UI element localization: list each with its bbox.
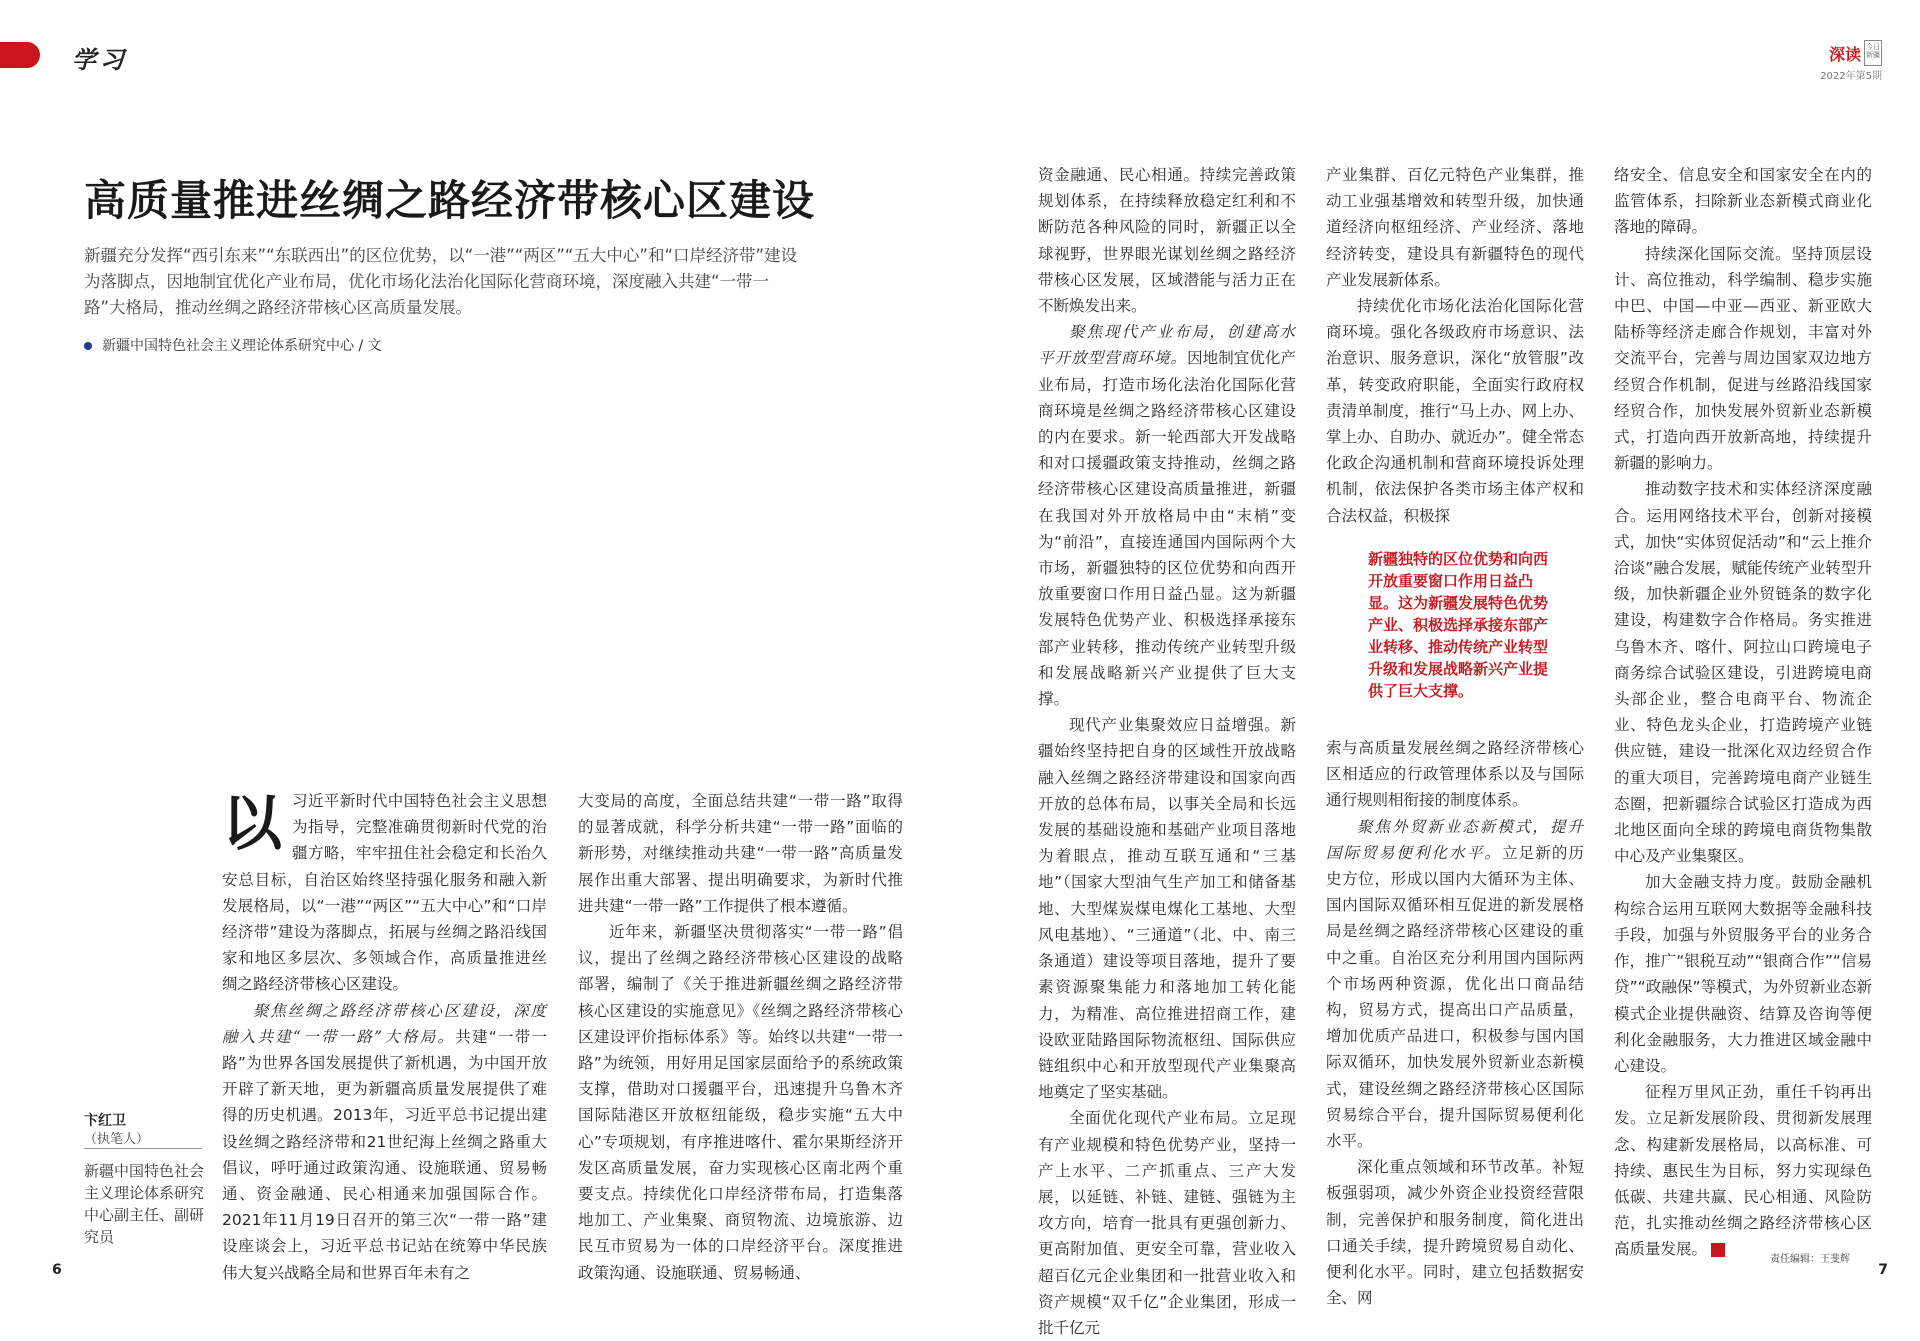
byline-text: 新疆中国特色社会主义理论体系研究中心 / 文 <box>102 338 382 354</box>
byline-bullet-icon <box>84 342 92 350</box>
paragraph: 深化重点领域和环节改革。补短板强弱项，减少外资企业投资经营限制，完善保护和服务制度，简化进出口通关手续，提升跨境贸易自动化、便利化水平。同时，建立包括数据安全、网 <box>1326 1158 1584 1308</box>
author-description: 新疆中国特色社会主义理论体系研究中心副主任、副研究员 <box>84 1162 205 1246</box>
paragraph: 产业集群、百亿元特色产业集群，推动工业强基增效和转型升级，加快通道经济向枢纽经济、产业经济、落地经济转变，建设具有新疆特色的现代产业发展新体系。 <box>1326 166 1584 289</box>
body-column-4-bottom <box>1326 735 1584 1311</box>
paragraph-lead-heading: 聚焦现代产业布局，创建高水平开放型营商环境。 <box>1038 323 1296 368</box>
paragraph-lead-heading: 聚焦外贸新业态新模式，提升国际贸易便利化水平。 <box>1326 817 1584 862</box>
drop-cap: 以 <box>222 789 282 859</box>
paragraph: 持续优化市场化法治化国际化营商环境。强化各级政府市场意识、法治意识、服务意识，深化“放管服”改革，转变政府职能，全面实行政府权责清单制度，推行“马上办、网上办、掌上办、自助办、就近办”。健全常态化政企沟通机制和营商环境投诉处理机制，依法保护各类市场主体产权和合法权益，积极探 <box>1326 297 1584 525</box>
body-column-3 <box>1038 162 1296 1341</box>
page-number-right: 7 <box>1878 1262 1888 1278</box>
article-standfirst: 新疆充分发挥“西引东来”“东联西出”的区位优势，以“一港”“两区”“五大中心”和“口岸经济带”建设为落脚点，因地制宜优化产业布局，优化市场化法治化国际化营商环境，深度融入共建“一带一路”大格局，推动丝绸之路经济带核心区高质量发展。 <box>84 246 798 317</box>
article-title: 高质量推进丝绸之路经济带核心区建设 <box>84 176 816 225</box>
magazine-brand <box>1820 40 1882 82</box>
brand-logo-box: 今日新疆 <box>1864 40 1882 66</box>
author-role: （执笔人） <box>84 1132 150 1147</box>
paragraph: 加大金融支持力度。鼓励金融机构综合运用互联网大数据等金融科技手段，加强与外贸服务平台的业务合作，推广“银税互动”“银商合作”“信易贷”“政融保”等模式，为外贸新业态新模式企业提供融资、结算及咨询等便利化金融服务，大力推进区域金融中心建设。 <box>1614 873 1872 1075</box>
author-name: 卞红卫 <box>84 1113 126 1129</box>
paragraph: 聚焦丝绸之路经济带核心区建设，深度融入共建“一带一路”大格局。共建“一带一路”为世界各国发展提供了新机遇，为中国开放开辟了新天地，更为新疆高质量发展提供了难得的历史机遇。2013年，习近平总书记提出建设丝绸之路经济带和21世纪海上丝绸之路重大倡议，呼吁通过政策沟通、设施联通、贸易畅通、资金融通、民心相通来加强国际合作。2021年11月19日召开的第三次“一带一路”建设座谈会上，习近平总书记站在统筹中华民族伟大复兴战略全局和世界百年未有之 <box>222 1001 547 1282</box>
body-column-5 <box>1614 162 1872 1263</box>
paragraph: 近年来，新疆坚决贯彻落实“一带一路”倡议，提出了丝绸之路经济带核心区建设的战略部署，编制了《关于推进新疆丝绸之路经济带核心区建设的实施意见》《丝绸之路经济带核心区建设评价指标体系》等。始终以共建“一带一路”为统领，用好用足国家层面给予的系统政策支撑，借助对口援疆平台，迅速提升乌鲁木齐国际陆港区开放枢纽能级，稳步实施“五大中心”专项规划，有序推进喀什、霍尔果斯经济开发区高质量发展，奋力实现核心区南北两个重要支点。持续优化口岸经济带布局，打造集落地加工、产业集聚、商贸物流、边境旅游、边民互市贸易为一体的口岸经济平台。深度推进政策沟通、设施联通、贸易畅通、 <box>578 923 903 1282</box>
paragraph: 持续深化国际交流。坚持顶层设计、高位推动，科学编制、稳步实施中巴、中国—中亚—西亚、新亚欧大陆桥等经济走廊合作规划，丰富对外交流平台，完善与周边国家双边地方经贸合作机制，促进与丝路沿线国家经贸合作，加快发展外贸新业态新模式，打造向西开放新高地，持续提升新疆的影响力。 <box>1614 244 1872 473</box>
paragraph: 大变局的高度，全面总结共建“一带一路”取得的显著成就，科学分析共建“一带一路”面临的新形势，对继续推动共建“一带一路”高质量发展作出重大部署、提出明确要求，为新时代推进共建“一带一路”工作提供了根本遵循。 <box>578 792 903 915</box>
body-column-4-top <box>1326 162 1584 529</box>
end-mark-icon <box>1711 1243 1725 1257</box>
responsible-editor: 责任编辑：王斐辉 <box>1770 1254 1850 1265</box>
section-label: 学习 <box>72 46 128 74</box>
brand-name: 深读 <box>1828 44 1861 64</box>
paragraph: 推动数字技术和实体经济深度融合。运用网络技术平台，创新对接模式，加快“实体贸促活动”和“云上推介洽谈”融合发展，赋能传统产业转型升级，加快新疆企业外贸链条的数字化建设，构建数字合作格局。务实推进乌鲁木齐、喀什、阿拉山口跨境电子商务综合试验区建设，引进跨境电商头部企业，整合电商平台、物流企业、特色龙头企业，打造跨境产业链供应链，建设一批深化双边经贸合作的重大项目，完善跨境电商产业链生态圈，把新疆综合试验区打造成为西北地区面向全球的跨境电商货物集散中心及产业集聚区。 <box>1614 480 1872 866</box>
paragraph: 聚焦外贸新业态新模式，提升国际贸易便利化水平。立足新的历史方位，形成以国内大循环为主体、国内国际双循环相互促进的新发展格局是丝绸之路经济带核心区建设的重中之重。自治区充分利用国内国际两个市场两种资源，优化出口商品结构，贸易方式，提高出口产品质量，增加优质产品进口，积极参与国内国际双循环，加快发展外贸新业态新模式，建设丝绸之路经济带核心区国际贸易综合平台，提升国际贸易便利化水平。 <box>1326 817 1584 1151</box>
body-column-2 <box>578 788 903 1286</box>
paragraph: 以习近平新时代中国特色社会主义思想为指导，完整准确贯彻新时代党的治疆方略，牢牢扭住社会稳定和长治久安总目标，自治区始终坚持强化服务和融入新发展格局，以“一港”“两区”“五大中心”和“口岸经济带”建设为落脚点，拓展与丝绸之路沿线国家和地区多层次、多领域合作，高质量推进丝绸之路经济带核心区建设。 <box>222 789 547 994</box>
paragraph: 现代产业集聚效应日益增强。新疆始终坚持把自身的区域性开放战略融入丝绸之路经济带建设和国家向西开放的总体布局，以事关全局和长远发展的基础设施和基础产业项目落地为着眼点，推动互联互通和“三基地”（国家大型油气生产加工和储备基地、大型煤炭煤电煤化工基地、大型风电基地）、“三通道”（北、中、南三条通道）建设等项目落地，提升了要素资源聚集能力和落地加工转化能力，为精准、高位推进招商工作，建设欧亚陆路国际物流枢纽、国际供应链组织中心和开放型现代产业集聚高地奠定了坚实基础。 <box>1038 716 1296 1102</box>
paragraph: 资金融通、民心相通。持续完善政策规划体系，在持续释放稳定红利和不断防范各种风险的同时，新疆正以全球视野，世界眼光谋划丝绸之路经济带核心区发展，区域潜能与活力正在不断焕发出来。 <box>1038 166 1296 316</box>
body-column-1 <box>222 788 547 1286</box>
pull-quote: 新疆独特的区位优势和向西开放重要窗口作用日益凸显。这为新疆发展特色优势产业、积极选择承接东部产业转移、推动传统产业转型升级和发展战略新兴产业提供了巨大支撑。 <box>1368 550 1549 700</box>
paragraph: 索与高质量发展丝绸之路经济带核心区相适应的行政管理体系以及与国际通行规则相衔接的制度体系。 <box>1326 739 1584 810</box>
paragraph-lead-heading: 聚焦丝绸之路经济带核心区建设，深度融入共建“一带一路”大格局。 <box>222 1001 547 1046</box>
paragraph: 全面优化现代产业布局。立足现有产业规模和特色优势产业，坚持一产上水平、二产抓重点、三产大发展，以延链、补链、建链、强链为主攻方向，培育一批具有更强创新力、更高附加值、更安全可靠，营业收入超百亿元企业集团和一批营业收入和资产规模“双千亿”企业集团，形成一批千亿元 <box>1038 1109 1296 1337</box>
divider <box>84 1148 202 1149</box>
section-tab-marker <box>0 42 40 68</box>
article-byline <box>84 335 382 355</box>
paragraph: 征程万里风正劲，重任千钧再出发。立足新发展阶段、贯彻新发展理念、构建新发展格局，以高标准、可持续、惠民生为目标，努力实现绿色低碳、共建共赢、民心相通、风险防范，扎实推动丝绸之路经济带核心区高质量发展。 <box>1614 1083 1872 1259</box>
paragraph: 聚焦现代产业布局，创建高水平开放型营商环境。因地制宜优化产业布局，打造市场化法治化国际化营商环境是丝绸之路经济带核心区建设的内在要求。新一轮西部大开发战略和对口援疆政策支持推动，丝绸之路经济带核心区建设高质量推进，新疆在我国对外开放格局中由“末梢”变为“前沿”，直接连通国内国际两个大市场，新疆独特的区位优势和向西开放重要窗口作用日益凸显。这为新疆发展特色优势产业、积极选择承接东部产业转移，推动传统产业转型升级和发展战略新兴产业提供了巨大支撑。 <box>1038 323 1296 709</box>
issue-number: 2022年第5期 <box>1820 71 1882 82</box>
page-number-left: 6 <box>52 1262 62 1278</box>
paragraph: 络安全、信息安全和国家安全在内的监管体系，扫除新业态新模式商业化落地的障碍。 <box>1614 166 1872 237</box>
